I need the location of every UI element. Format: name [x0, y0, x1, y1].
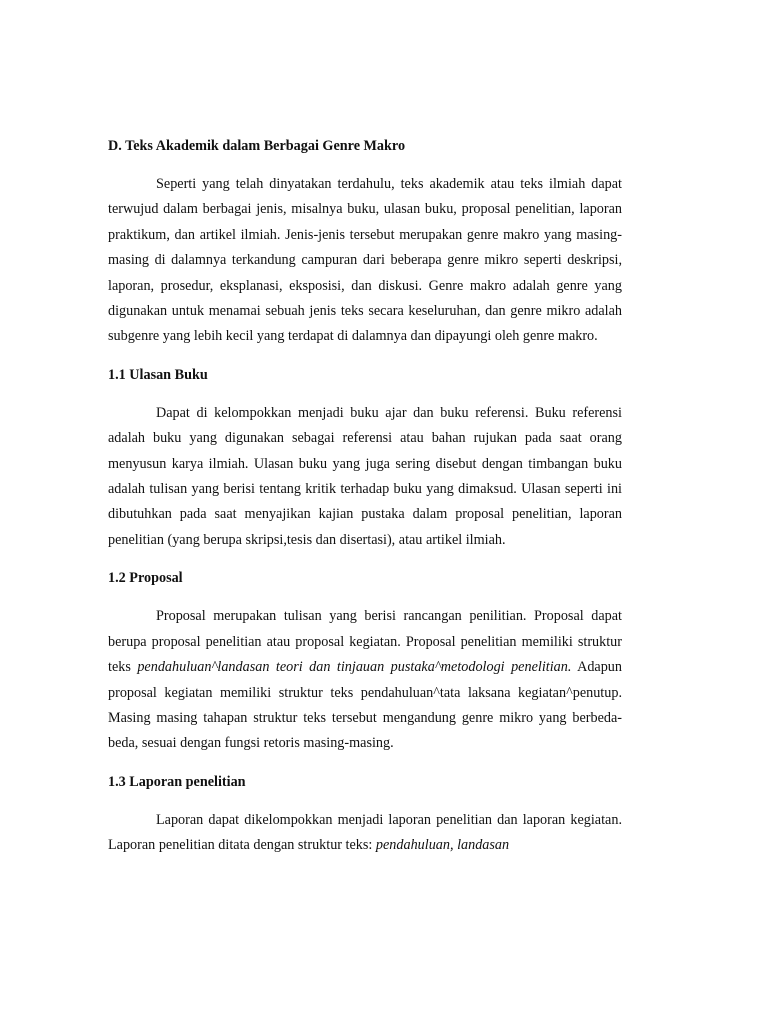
section-paragraph-d: Seperti yang telah dinyatakan terdahulu, teks akademik atau teks ilmiah dapat terwujud dalam berbagai jenis, misalnya buku, ulasan buku, proposal penelitian, laporan praktikum, dan artikel ilmiah. Jenis-jenis tersebut merupakan genre makro yang masing-masing di dalamnya terkandung campuran dari beberapa genre mikro seperti deskripsi, laporan, prosedur, eksplanasi, eksposisi, dan diskusi. Genre makro adalah genre yang digunakan untuk menamai sebuah jenis teks secara keseluruhan, dan genre mikro adalah subgenre yang lebih kecil yang terdapat di dalamnya dan dipayungi oleh genre makro. — [108, 176, 622, 345]
proposal-text-part2: Adapun proposal kegiatan memiliki struktur teks pendahuluan^tata laksana kegiatan^penutup. Masing masing tahapan struktur teks tersebut mengandung genre mikro yang berbeda-beda, sesuai dengan fungsi retoris masing-masing. — [108, 659, 622, 752]
section-heading-proposal: 1.2 Proposal — [108, 570, 183, 587]
section-heading-ulasan-buku: 1.1 Ulasan Buku — [108, 366, 208, 383]
proposal-text-part1: Proposal merupakan tulisan yang berisi rancangan penilitian. Proposal dapat berupa proposal penelitian atau proposal kegiatan. Proposal penelitian memiliki struktur teks — [108, 608, 622, 676]
section-paragraph-ulasan-buku: Dapat di kelompokkan menjadi buku ajar dan buku referensi. Buku referensi adalah buku yang digunakan sebagai referensi atau bahan rujukan pada saat orang menyusun karya ilmiah. Ulasan buku yang juga sering disebut dengan timbangan buku adalah tulisan yang berisi tentang kritik terhadap buku yang dimaksud. Ulasan seperti ini dibutuhkan pada saat menyajikan kajian pustaka dalam proposal penelitian, laporan penelitian (yang berupa skripsi,tesis dan disertasi), atau artikel ilmiah. — [108, 404, 622, 548]
section-heading-laporan-penelitian: 1.3 Laporan penelitian — [108, 773, 246, 790]
section-heading-d: D. Teks Akademik dalam Berbagai Genre Makro — [108, 138, 406, 154]
proposal-text-italic: pendahuluan^landasan teori dan tinjauan pustaka^metodologi penelitian. — [137, 659, 572, 676]
section-paragraph-proposal — [108, 604, 622, 756]
document-page — [108, 133, 622, 859]
laporan-text-part1: Laporan dapat dikelompokkan menjadi laporan penelitian dan laporan kegiatan. Laporan penelitian ditata dengan struktur teks: — [108, 811, 622, 854]
section-paragraph-laporan-penelitian — [108, 808, 622, 859]
laporan-text-italic: pendahuluan, landasan — [375, 837, 510, 854]
